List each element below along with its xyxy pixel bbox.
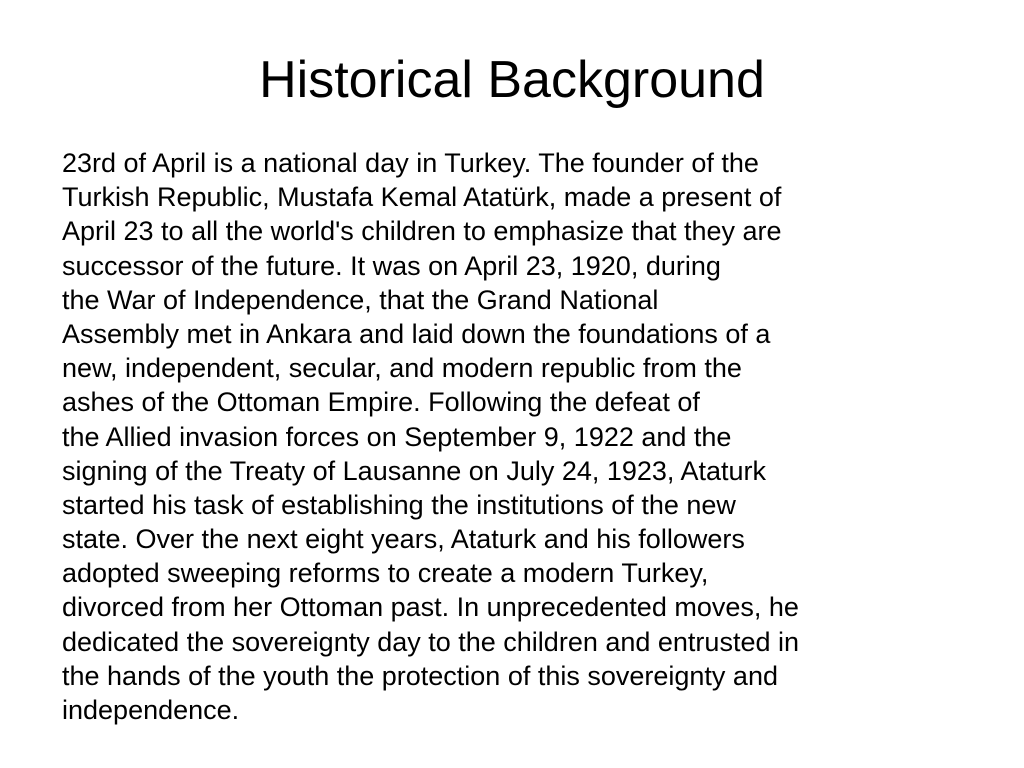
- body-line: successor of the future. It was on April 23, 1920, during: [62, 250, 721, 281]
- body-line: Turkish Republic, Mustafa Kemal Atatürk, made a present of: [62, 182, 782, 213]
- body-line: signing of the Treaty of Lausanne on July 24, 1923, Ataturk: [62, 455, 766, 486]
- slide-title: Historical Background: [259, 51, 765, 109]
- body-line: the Allied invasion forces on September 9, 1922 and the: [62, 421, 732, 452]
- body-line: ashes of the Ottoman Empire. Following the defeat of: [62, 387, 700, 418]
- body-line: state. Over the next eight years, Ataturk and his followers: [62, 524, 745, 555]
- body-line: Assembly met in Ankara and laid down the foundations of a: [62, 318, 771, 349]
- body-line: April 23 to all the world's children to emphasize that they are: [62, 216, 782, 247]
- body-line: adopted sweeping reforms to create a modern Turkey,: [62, 558, 709, 589]
- body-line: the hands of the youth the protection of this sovereignty and: [62, 660, 778, 691]
- body-line: divorced from her Ottoman past. In unprecedented moves, he: [62, 592, 799, 623]
- body-line: independence.: [62, 695, 240, 725]
- body-line: started his task of establishing the institutions of the new: [62, 489, 736, 520]
- body-line: dedicated the sovereignty day to the children and entrusted in: [62, 626, 799, 657]
- body-line: 23rd of April is a national day in Turkey. The founder of the: [62, 148, 759, 178]
- slide-body: [62, 146, 982, 727]
- body-line: new, independent, secular, and modern republic from the: [62, 353, 742, 384]
- body-line: the War of Independence, that the Grand National: [62, 284, 659, 315]
